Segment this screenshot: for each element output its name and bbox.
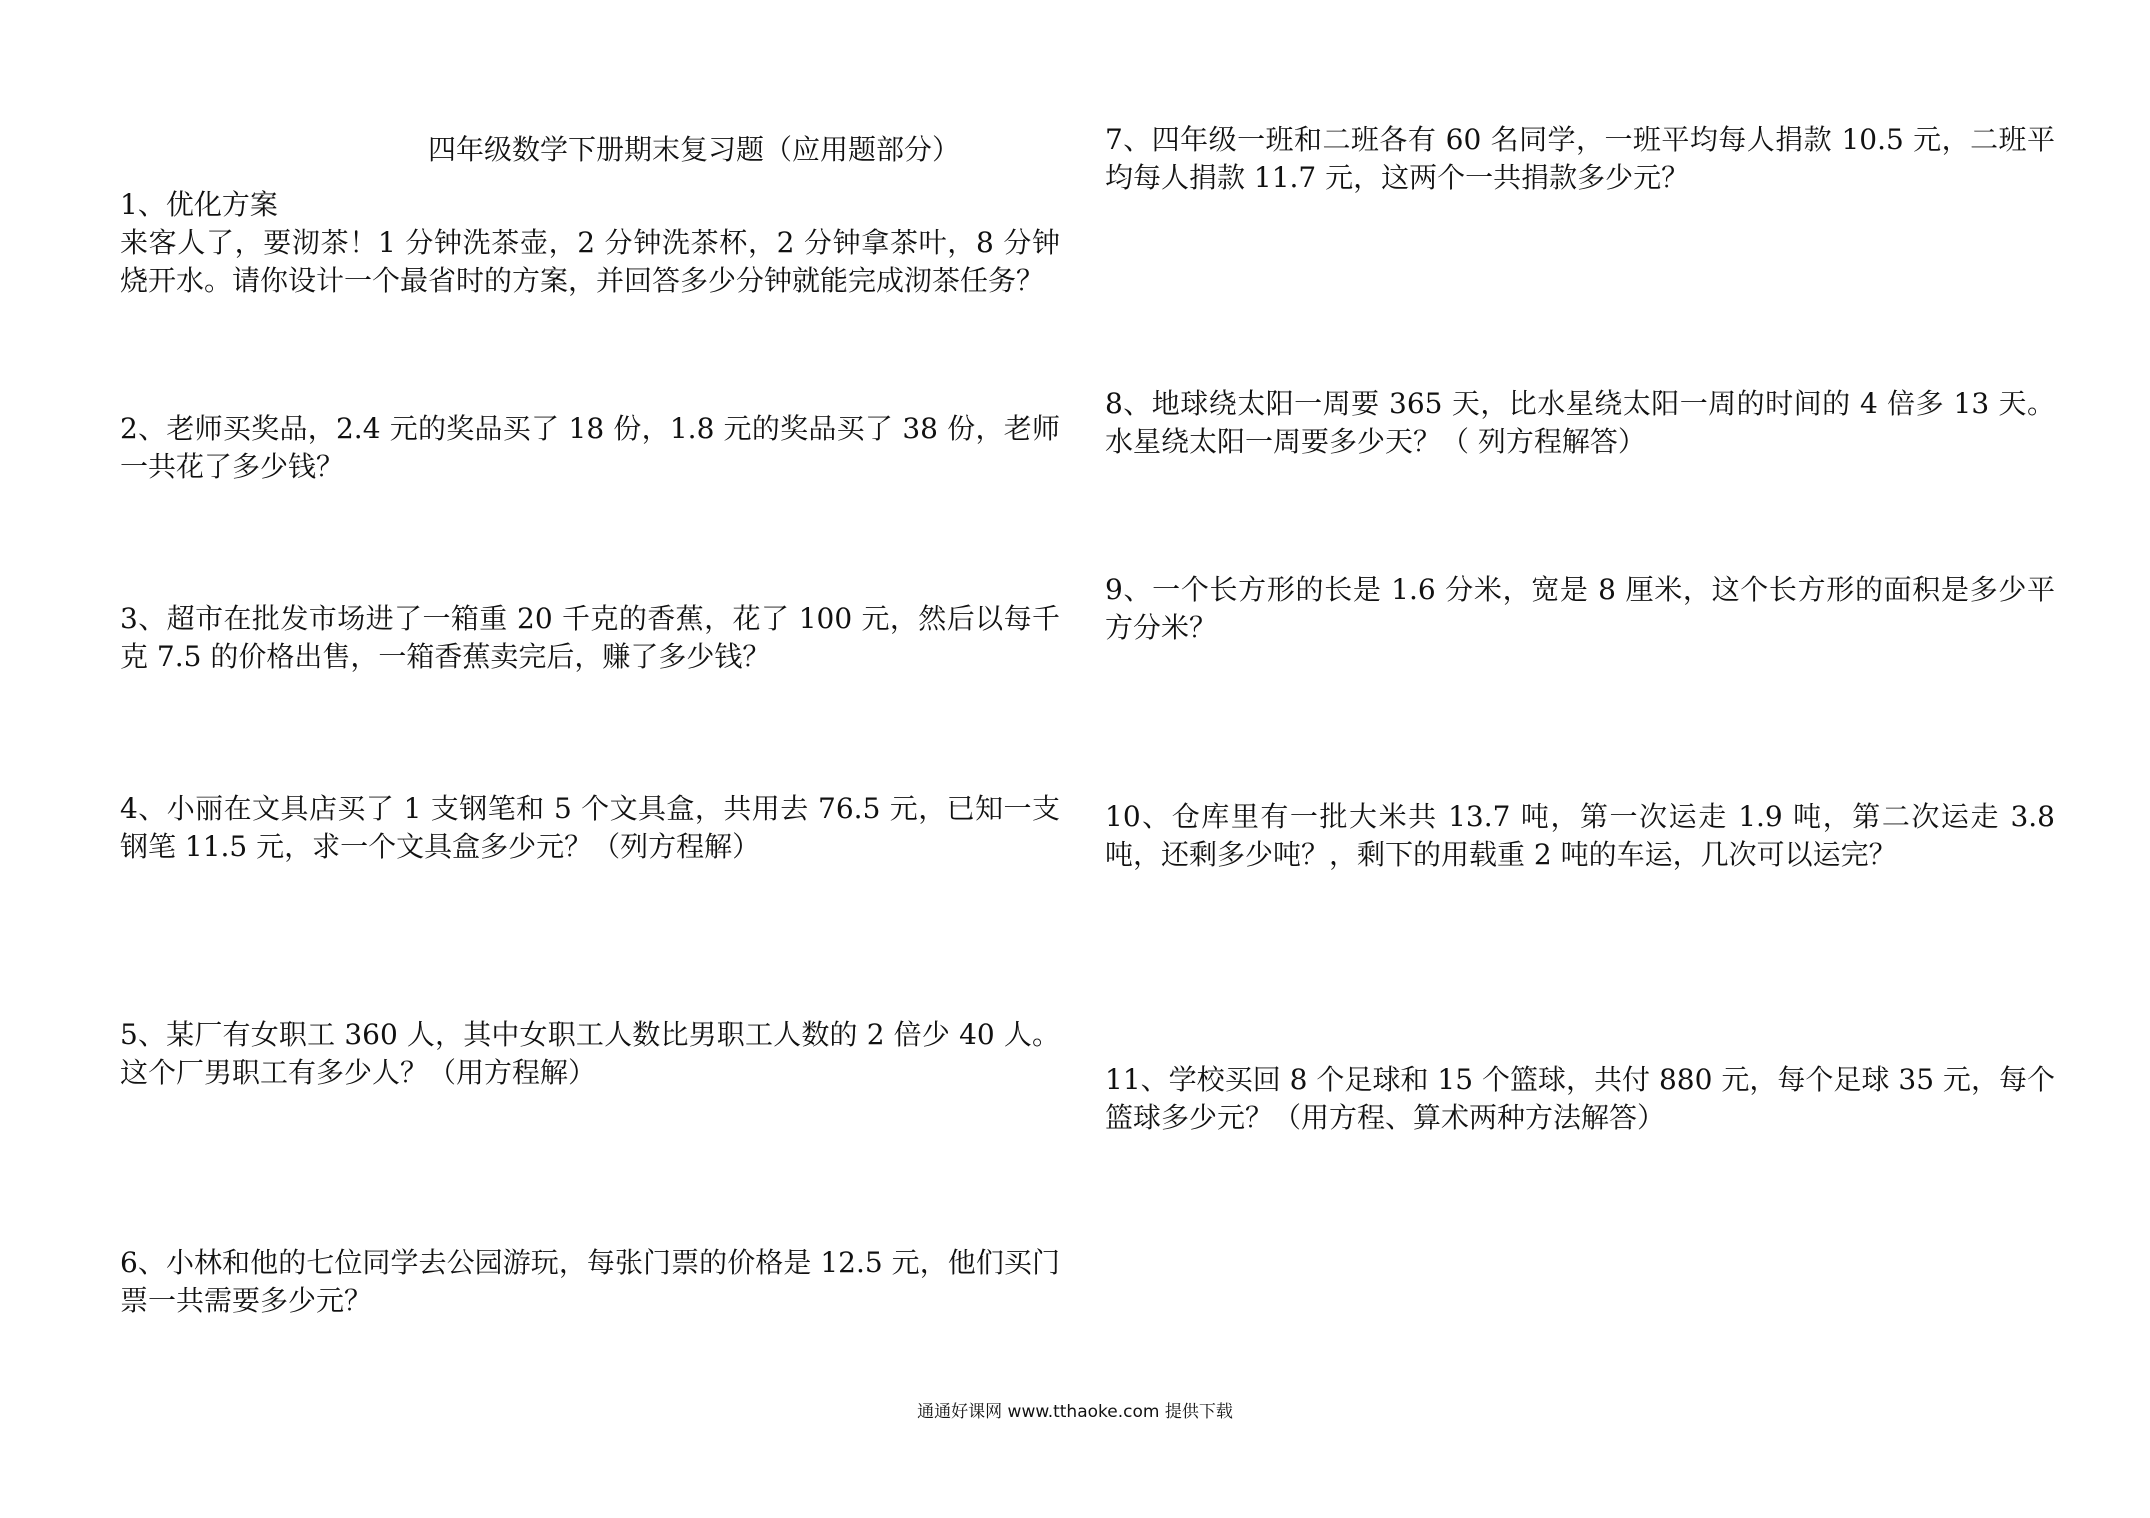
question-2 — [120, 410, 1060, 486]
question-2-text: 2、老师买奖品，2.4 元的奖品买了 18 份，1.8 元的奖品买了 38 份，老师一共花了多少钱？ — [120, 412, 1060, 483]
question-7-text: 7、四年级一班和二班各有 60 名同学，一班平均每人捐款 10.5 元，二班平均每人捐款 11.7 元，这两个一共捐款多少元？ — [1105, 123, 2055, 194]
question-8 — [1105, 385, 2055, 461]
question-1 — [120, 186, 1060, 300]
question-11-text: 11、学校买回 8 个足球和 15 个篮球，共付 880 元，每个足球 35 元，每个篮球多少元？（用方程、算术两种方法解答） — [1105, 1063, 2055, 1134]
question-4-text: 4、小丽在文具店买了 1 支钢笔和 5 个文具盒，共用去 76.5 元，已知一支钢笔 11.5 元，求一个文具盒多少元？（列方程解） — [120, 792, 1060, 863]
footer-credit: 通通好课网 www.tthaoke.com 提供下载 — [917, 1402, 1233, 1422]
question-9-text: 9、一个长方形的长是 1.6 分米，宽是 8 厘米，这个长方形的面积是多少平方分米？ — [1105, 573, 2055, 644]
question-8-text: 8、地球绕太阳一周要 365 天，比水星绕太阳一周的时间的 4 倍多 13 天。水星绕太阳一周要多少天？（ 列方程解答） — [1105, 387, 2055, 458]
question-11 — [1105, 1061, 2055, 1137]
question-9 — [1105, 571, 2055, 647]
question-1-text: 来客人了，要沏茶！1 分钟洗茶壶，2 分钟洗茶杯，2 分钟拿茶叶，8 分钟烧开水。请你设计一个最省时的方案，并回答多少分钟就能完成沏茶任务？ — [120, 226, 1060, 297]
question-10-text: 10、仓库里有一批大米共 13.7 吨，第一次运走 1.9 吨，第二次运走 3.8 吨，还剩多少吨？，剩下的用载重 2 吨的车运，几次可以运完？ — [1105, 800, 2055, 871]
question-6 — [120, 1244, 1060, 1320]
question-3-text: 3、超市在批发市场进了一箱重 20 千克的香蕉，花了 100 元，然后以每千克 7.5 的价格出售，一箱香蕉卖完后，赚了多少钱？ — [120, 602, 1060, 673]
question-3 — [120, 600, 1060, 676]
question-1-heading: 1、优化方案 — [120, 188, 278, 221]
question-5-text: 5、某厂有女职工 360 人，其中女职工人数比男职工人数的 2 倍少 40 人。这个厂男职工有多少人？（用方程解） — [120, 1018, 1060, 1089]
question-7 — [1105, 121, 2055, 197]
page-title: 四年级数学下册期末复习题（应用题部分） — [428, 133, 961, 166]
question-10 — [1105, 798, 2055, 874]
question-5 — [120, 1016, 1060, 1092]
question-6-text: 6、小林和他的七位同学去公园游玩，每张门票的价格是 12.5 元，他们买门票一共需要多少元？ — [120, 1246, 1060, 1317]
question-4 — [120, 790, 1060, 866]
